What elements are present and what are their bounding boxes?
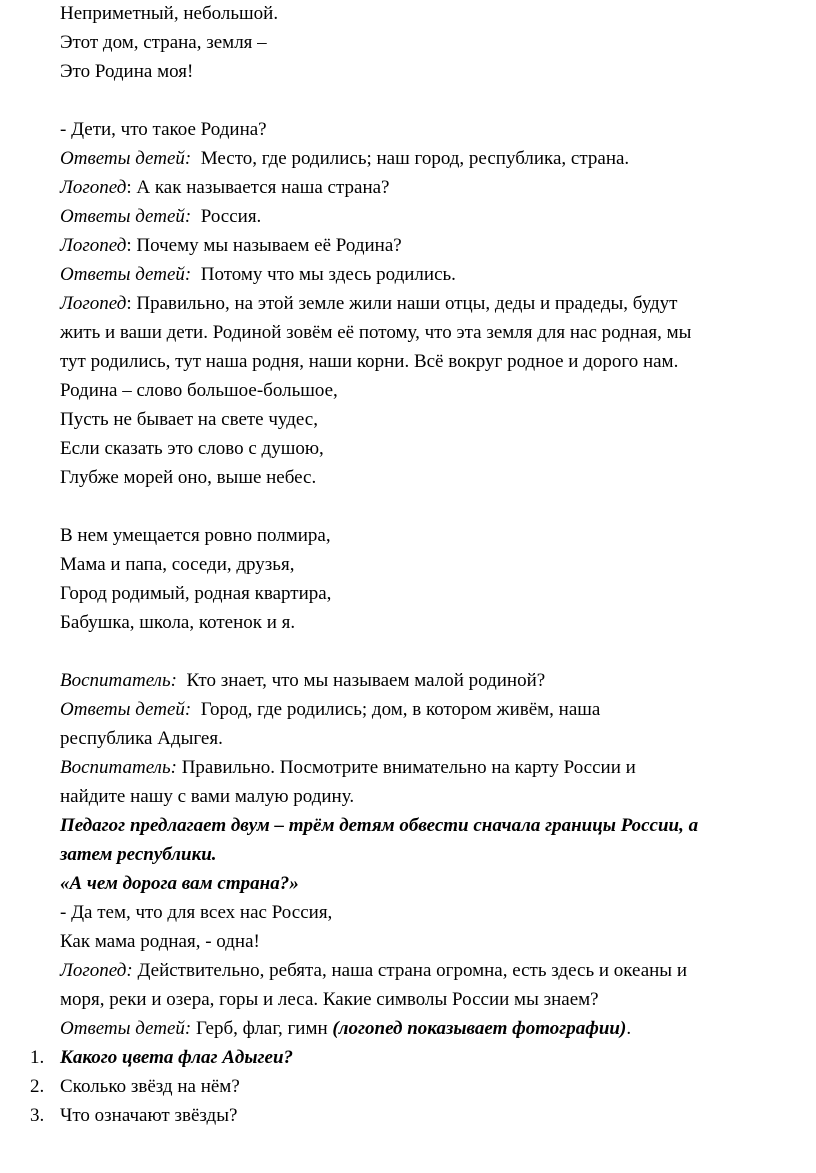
poem2-line-4: Глубже морей оно, выше небес.	[60, 467, 317, 488]
poem3-line-3: Город родимый, родная квартира,	[60, 583, 332, 604]
vospitatel-line-2: найдите нашу с вами малую родину.	[60, 786, 355, 807]
answer-5-line-1	[60, 699, 600, 721]
poem3-line-4: Бабушка, школа, котенок и я.	[60, 612, 296, 633]
answer-text: Город, где родились; дом, в котором живём, наша	[200, 699, 601, 720]
stage-note: (логопед показывает фотографии)	[332, 1018, 627, 1039]
answer-2	[60, 206, 261, 228]
speaker-label: Ответы детей:	[60, 264, 192, 285]
paragraph-text: Правильно. Посмотрите внимательно на карту России и	[181, 757, 636, 778]
poem1-line-1: Неприметный, небольшой.	[60, 3, 279, 24]
answer-text: Герб, флаг, гимн	[195, 1018, 328, 1039]
list-item-2: Сколько звёзд на нём?	[60, 1076, 240, 1097]
poem2-line-3: Если сказать это слово с душою,	[60, 438, 324, 459]
speaker-label: Логопед	[60, 177, 127, 198]
speaker-label: Ответы детей:	[60, 1018, 192, 1039]
logoped-line-3: тут родились, тут наша родня, наши корни. Всё вокруг родное и дорого нам.	[60, 351, 679, 372]
speaker-label: Логопед:	[60, 960, 133, 981]
speaker-label: Ответы детей:	[60, 148, 192, 169]
answer-text: Россия.	[200, 206, 262, 227]
speaker-label: Воспитатель:	[60, 670, 177, 691]
question-1: - Дети, что такое Родина?	[60, 119, 267, 140]
logoped-line-2: жить и ваши дети. Родиной зовём её потому, что эта земля для нас родная, мы	[60, 322, 692, 343]
question-2	[60, 177, 389, 199]
answer-text: Место, где родились; наш город, республика, страна.	[200, 148, 630, 169]
paragraph-text: : Правильно, на этой земле жили наши отцы, деды и прадеды, будут	[126, 293, 678, 314]
paragraph-text: Действительно, ребята, наша страна огромна, есть здесь и океаны и	[137, 960, 687, 981]
poem3-line-1: В нем умещается ровно полмира,	[60, 525, 331, 546]
poem4-line-1: - Да тем, что для всех нас Россия,	[60, 902, 333, 923]
answer-3	[60, 264, 456, 286]
vospitatel-line-1	[60, 757, 636, 779]
logoped-line-7-1	[60, 960, 687, 982]
speaker-label: Воспитатель:	[60, 757, 177, 778]
speaker-label: Логопед	[60, 235, 127, 256]
poem-title: «А чем дорога вам страна?»	[60, 873, 299, 894]
answer-text: Потому что мы здесь родились.	[200, 264, 456, 285]
answer-7	[60, 1018, 631, 1040]
teacher-note-line-2: затем республики.	[60, 844, 217, 865]
question-text: : А как называется наша страна?	[126, 177, 390, 198]
poem3-line-2: Мама и папа, соседи, друзья,	[60, 554, 295, 575]
logoped-line-7-2: моря, реки и озера, горы и леса. Какие символы России мы знаем?	[60, 989, 599, 1010]
question-3	[60, 235, 402, 257]
question-5	[60, 670, 545, 692]
speaker-label: Логопед	[60, 293, 127, 314]
poem1-line-3: Это Родина моя!	[60, 61, 194, 82]
question-text: Кто знает, что мы называем малой родиной?	[186, 670, 546, 691]
speaker-label: Ответы детей:	[60, 699, 192, 720]
list-item-number-1: 1.	[30, 1047, 45, 1068]
list-item-number-3: 3.	[30, 1105, 45, 1126]
poem4-line-2: Как мама родная, - одна!	[60, 931, 260, 952]
speaker-label: Ответы детей:	[60, 206, 192, 227]
list-item-number-2: 2.	[30, 1076, 45, 1097]
poem2-line-2: Пусть не бывает на свете чудес,	[60, 409, 318, 430]
logoped-line-1	[60, 293, 677, 315]
answer-1	[60, 148, 629, 170]
answer-5-line-2: республика Адыгея.	[60, 728, 223, 749]
poem2-line-1: Родина – слово большое-большое,	[60, 380, 338, 401]
teacher-note-line-1: Педагог предлагает двум – трём детям обвести сначала границы России, а	[60, 815, 699, 836]
list-item-3: Что означают звёзды?	[60, 1105, 238, 1126]
question-text: : Почему мы называем её Родина?	[126, 235, 402, 256]
list-item-1: Какого цвета флаг Адыгеи?	[60, 1047, 294, 1068]
period: .	[626, 1018, 632, 1039]
poem1-line-2: Этот дом, страна, земля –	[60, 32, 267, 53]
